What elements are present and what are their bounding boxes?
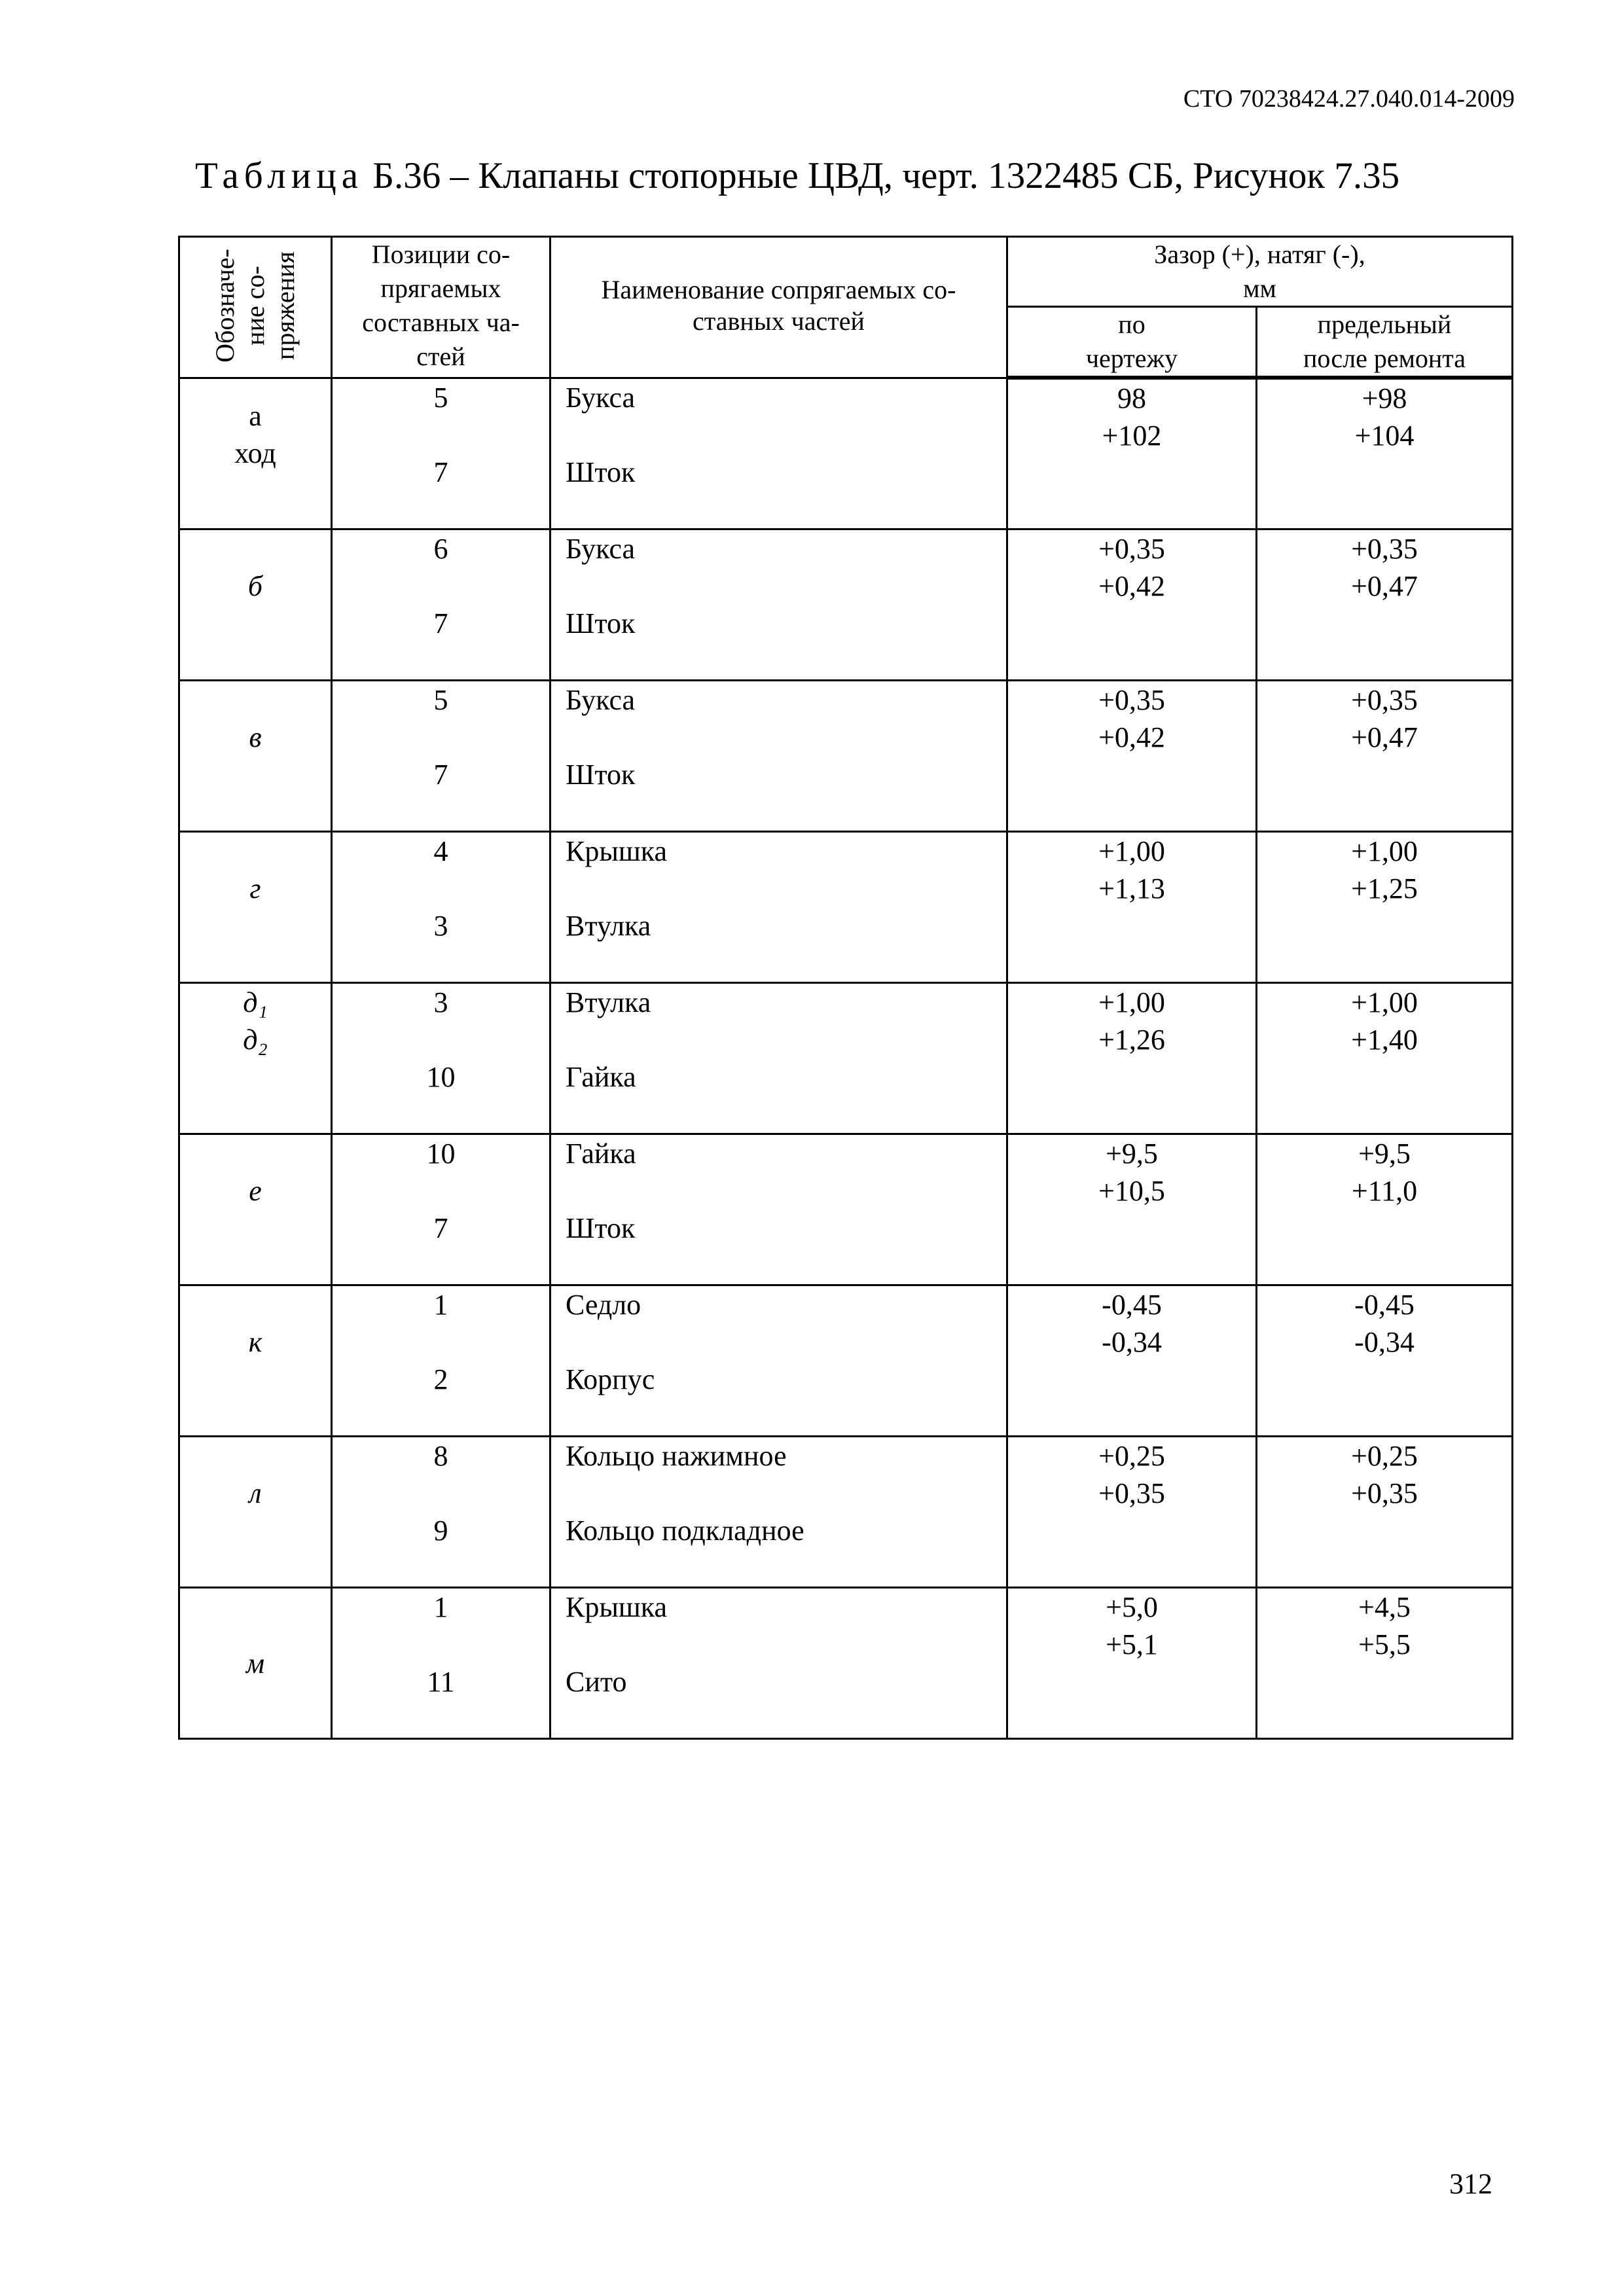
part-names-cell: Крышка Сито xyxy=(550,1587,1007,1738)
mating-code: в xyxy=(179,680,332,831)
mating-code: б xyxy=(179,529,332,680)
clearance-by-drawing: +0,25 +0,35 xyxy=(1007,1436,1257,1587)
table-title-prefix: Таблица xyxy=(195,155,364,196)
part-names-cell: Гайка Шток xyxy=(550,1134,1007,1285)
clearance-limit: +98 +104 xyxy=(1257,378,1513,529)
spec-table xyxy=(178,236,1513,1740)
mating-code: а ход xyxy=(179,378,332,529)
part-names-cell: Букса Шток xyxy=(550,529,1007,680)
part-names-cell: Втулка Гайка xyxy=(550,982,1007,1134)
clearance-by-drawing: +1,00 +1,26 xyxy=(1007,982,1257,1134)
clearance-limit: +9,5 +11,0 xyxy=(1257,1134,1513,1285)
part-names-cell: Букса Шток xyxy=(550,378,1007,529)
positions-cell: 6 7 xyxy=(332,529,550,680)
positions-cell: 5 7 xyxy=(332,378,550,529)
clearance-limit: -0,45 -0,34 xyxy=(1257,1285,1513,1436)
positions-cell: 1 11 xyxy=(332,1587,550,1738)
clearance-limit: +4,5 +5,5 xyxy=(1257,1587,1513,1738)
clearance-by-drawing: +9,5 +10,5 xyxy=(1007,1134,1257,1285)
positions-cell: 1 2 xyxy=(332,1285,550,1436)
part-names-cell: Крышка Втулка xyxy=(550,831,1007,982)
part-names-cell: Кольцо нажимное Кольцо подкладное xyxy=(550,1436,1007,1587)
mating-code: л xyxy=(179,1436,332,1587)
clearance-limit: +0,35 +0,47 xyxy=(1257,529,1513,680)
positions-cell: 4 3 xyxy=(332,831,550,982)
header-positions: Позиции со- прягаемых составных ча- стей xyxy=(332,237,550,378)
table-row xyxy=(179,831,1513,982)
clearance-by-drawing: +0,35 +0,42 xyxy=(1007,680,1257,831)
table-row xyxy=(179,1285,1513,1436)
mating-code: е xyxy=(179,1134,332,1285)
part-names-cell: Седло Корпус xyxy=(550,1285,1007,1436)
document-code: СТО 70238424.27.040.014-2009 xyxy=(1183,85,1515,113)
page-number: 312 xyxy=(1449,2168,1492,2200)
clearance-by-drawing: -0,45 -0,34 xyxy=(1007,1285,1257,1436)
clearance-by-drawing: +1,00 +1,13 xyxy=(1007,831,1257,982)
table-row xyxy=(179,982,1513,1134)
header-by-drawing: по чертежу xyxy=(1007,307,1257,378)
positions-cell: 5 7 xyxy=(332,680,550,831)
table-row xyxy=(179,529,1513,680)
table-title xyxy=(195,157,1399,194)
header-designation: Обозначе- ние со- пряжения xyxy=(179,237,332,378)
part-names-cell: Букса Шток xyxy=(550,680,1007,831)
table-row xyxy=(179,1134,1513,1285)
clearance-limit: +1,00 +1,40 xyxy=(1257,982,1513,1134)
clearance-limit: +0,25 +0,35 xyxy=(1257,1436,1513,1587)
mating-code: к xyxy=(179,1285,332,1436)
mating-code: д₁ д₂ xyxy=(179,982,332,1134)
header-clearance: Зазор (+), натяг (-), мм xyxy=(1007,237,1513,307)
header-part-names: Наименование сопрягаемых со- ставных частей xyxy=(550,237,1007,378)
table-title-text: Б.36 – Клапаны стопорные ЦВД, черт. 1322485 СБ, Рисунок 7.35 xyxy=(363,155,1400,196)
header-limit-after-repair: предельный после ремонта xyxy=(1257,307,1513,378)
clearance-by-drawing: +0,35 +0,42 xyxy=(1007,529,1257,680)
clearance-limit: +1,00 +1,25 xyxy=(1257,831,1513,982)
table-row xyxy=(179,680,1513,831)
table-row xyxy=(179,378,1513,529)
table-row xyxy=(179,1436,1513,1587)
positions-cell: 3 10 xyxy=(332,982,550,1134)
mating-code: м xyxy=(179,1587,332,1738)
positions-cell: 8 9 xyxy=(332,1436,550,1587)
clearance-by-drawing: +5,0 +5,1 xyxy=(1007,1587,1257,1738)
clearance-limit: +0,35 +0,47 xyxy=(1257,680,1513,831)
mating-code: г xyxy=(179,831,332,982)
table-row xyxy=(179,1587,1513,1738)
clearance-by-drawing: 98 +102 xyxy=(1007,378,1257,529)
positions-cell: 10 7 xyxy=(332,1134,550,1285)
